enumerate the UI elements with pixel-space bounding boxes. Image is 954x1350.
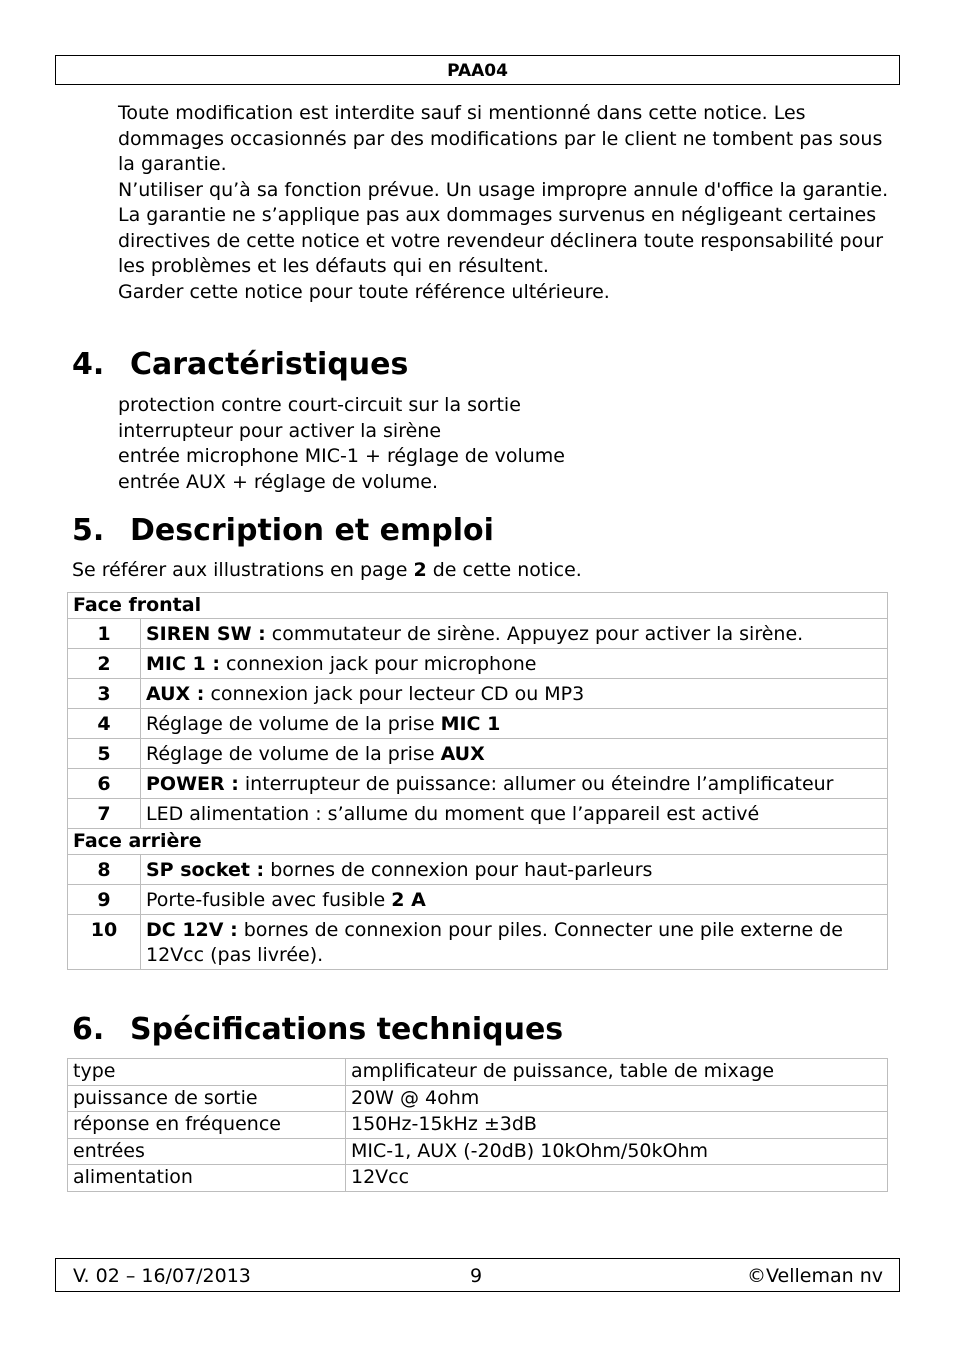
item-number: 6 (68, 769, 141, 799)
spec-name: puissance de sortie (68, 1085, 346, 1112)
item-text: LED alimentation : s’allume du moment que l’appareil est activé (146, 803, 760, 825)
item-text: bornes de connexion pour piles. Connecter une pile externe de 12Vcc (pas livrée). (146, 919, 843, 966)
item-number: 9 (68, 885, 141, 915)
table-row (68, 1165, 888, 1192)
table-section-label: Face arrière (68, 829, 888, 855)
section-title: Caractéristiques (130, 347, 409, 382)
item-description (141, 619, 888, 649)
section-4-heading (72, 347, 408, 383)
intro-paragraph: Toute modification est interdite sauf si mentionné dans cette notice. Les dommages occasionnés par des modifications par le client ne tombent pas sous la garantie. (118, 102, 883, 175)
table-row (68, 649, 888, 679)
intro-paragraph: La garantie ne s’applique pas aux dommages survenus en négligeant certaines directives de cette notice et votre revendeur déclinera toute responsabilité pour les problèmes et les défauts qui en résultent. (118, 204, 884, 277)
item-description (141, 855, 888, 885)
footer-copyright: ©Velleman nv (747, 1265, 883, 1287)
table-row (68, 799, 888, 829)
table-row (68, 709, 888, 739)
spec-value: 20W @ 4ohm (346, 1085, 888, 1112)
reference-text: de cette notice. (426, 559, 582, 581)
specifications-table (67, 1058, 888, 1192)
page-header (55, 55, 900, 85)
table-row (68, 1085, 888, 1112)
item-label: DC 12V : (146, 919, 238, 941)
feature-item: entrée microphone MIC-1 + réglage de volume (118, 445, 565, 467)
description-table (67, 592, 888, 970)
spec-name: type (68, 1059, 346, 1086)
item-label: SIREN SW : (146, 623, 266, 645)
section-5-heading (72, 513, 494, 549)
item-number: 4 (68, 709, 141, 739)
spec-name: entrées (68, 1138, 346, 1165)
intro-text (118, 101, 898, 305)
item-description (141, 709, 888, 739)
item-emphasis: 2 A (391, 889, 426, 911)
table-row (68, 885, 888, 915)
item-text: Réglage de volume de la prise (146, 713, 441, 735)
footer-version: V. 02 – 16/07/2013 (73, 1265, 251, 1287)
table-row (68, 1059, 888, 1086)
spec-value: 12Vcc (346, 1165, 888, 1192)
spec-value: MIC-1, AUX (-20dB) 10kOhm/50kOhm (346, 1138, 888, 1165)
spec-value: amplificateur de puissance, table de mixage (346, 1059, 888, 1086)
spec-name: alimentation (68, 1165, 346, 1192)
item-description (141, 649, 888, 679)
item-text: connexion jack pour microphone (219, 653, 537, 675)
table-section-label: Face frontal (68, 593, 888, 619)
spec-name: réponse en fréquence (68, 1112, 346, 1139)
table-row (68, 1112, 888, 1139)
item-number: 1 (68, 619, 141, 649)
features-list (118, 393, 878, 495)
item-text: connexion jack pour lecteur CD ou MP3 (204, 683, 585, 705)
item-number: 2 (68, 649, 141, 679)
item-description (141, 885, 888, 915)
item-text: interrupteur de puissance: allumer ou éteindre l’amplificateur (238, 773, 834, 795)
feature-item: protection contre court-circuit sur la sortie (118, 394, 521, 416)
intro-paragraph: Garder cette notice pour toute référence ultérieure. (118, 280, 610, 303)
table-section-row (68, 593, 888, 619)
feature-item: entrée AUX + réglage de volume. (118, 470, 438, 493)
item-description (141, 769, 888, 799)
section-number: 4. (72, 347, 105, 382)
item-number: 5 (68, 739, 141, 769)
section-title: Spécifications techniques (130, 1012, 564, 1047)
item-description (141, 915, 888, 970)
item-text: Porte-fusible avec fusible (146, 889, 392, 911)
illustration-reference (72, 558, 582, 584)
table-row (68, 739, 888, 769)
item-number: 10 (68, 915, 141, 970)
item-number: 8 (68, 855, 141, 885)
item-label: SP socket : (146, 859, 265, 881)
item-label: POWER : (146, 773, 239, 795)
item-description (141, 679, 888, 709)
header-title: PAA04 (447, 61, 508, 81)
table-section-row (68, 829, 888, 855)
item-label: MIC 1 : (146, 653, 220, 675)
item-emphasis: MIC 1 (440, 713, 501, 735)
table-row (68, 679, 888, 709)
item-text: commutateur de sirène. Appuyez pour activer la sirène. (265, 623, 804, 645)
section-number: 5. (72, 513, 105, 548)
table-row (68, 1138, 888, 1165)
item-description (141, 799, 888, 829)
reference-page: 2 (413, 559, 427, 581)
footer-page-number: 9 (470, 1265, 483, 1287)
item-label: AUX : (146, 683, 205, 705)
section-number: 6. (72, 1012, 105, 1047)
item-description (141, 739, 888, 769)
section-6-heading (72, 1012, 563, 1048)
feature-item: interrupteur pour activer la sirène (118, 419, 442, 442)
table-row (68, 915, 888, 970)
item-number: 7 (68, 799, 141, 829)
table-row (68, 619, 888, 649)
item-emphasis: AUX (440, 743, 485, 765)
spec-value: 150Hz-15kHz ±3dB (346, 1112, 888, 1139)
table-row (68, 855, 888, 885)
item-number: 3 (68, 679, 141, 709)
page-footer (55, 1258, 900, 1292)
table-row (68, 769, 888, 799)
intro-paragraph: N’utiliser qu’à sa fonction prévue. Un usage impropre annule d'office la garantie. (118, 178, 889, 201)
section-title: Description et emploi (130, 513, 494, 548)
item-text: Réglage de volume de la prise (146, 743, 441, 765)
reference-text: Se référer aux illustrations en page (72, 559, 414, 581)
item-text: bornes de connexion pour haut-parleurs (264, 859, 653, 881)
